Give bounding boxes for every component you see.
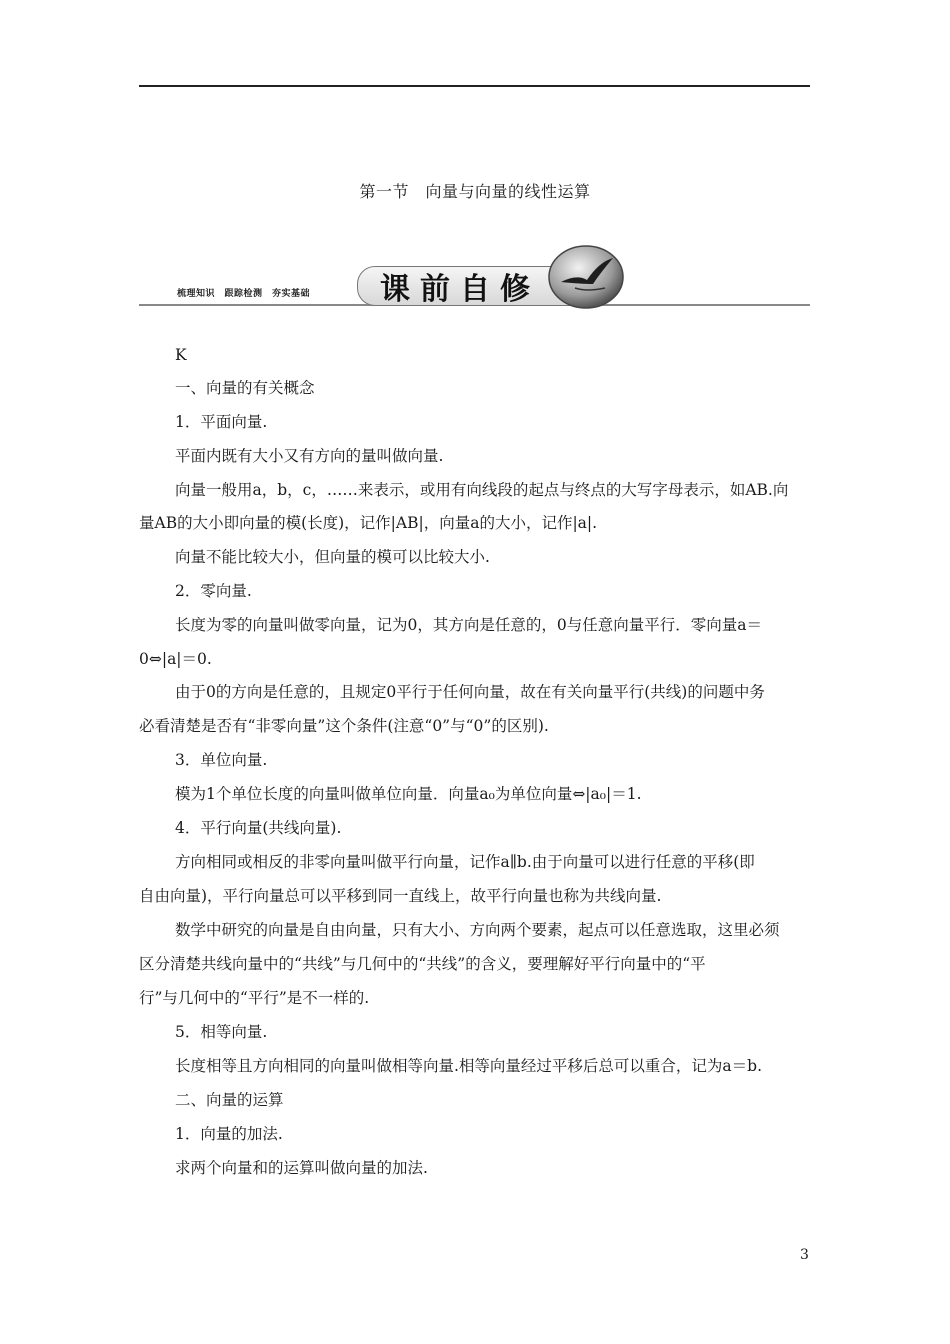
text-line: K xyxy=(175,346,187,364)
top-rule xyxy=(139,85,810,87)
subheading-addition: 1．向量的加法. xyxy=(175,1125,283,1143)
heading-operations: 二、向量的运算 xyxy=(175,1091,284,1109)
text-line: 模为1个单位长度的向量叫做单位向量．向量a₀为单位向量⇔|a₀|＝1. xyxy=(175,785,642,803)
subheading-parallel-vector: 4．平行向量(共线向量). xyxy=(175,819,342,837)
subheading-plane-vector: 1．平面向量. xyxy=(175,413,268,431)
text-line: 0⇔|a|＝0. xyxy=(139,650,212,668)
subheading-zero-vector: 2．零向量. xyxy=(175,582,252,600)
subheading-equal-vector: 5．相等向量. xyxy=(175,1023,268,1041)
text-line: 区分清楚共线向量中的“共线”与几何中的“共线”的含义，要理解好平行向量中的“平 xyxy=(139,955,706,973)
section-title: 第一节 向量与向量的线性运算 xyxy=(359,182,591,201)
text-line: 数学中研究的向量是自由向量，只有大小、方向两个要素，起点可以任意选取，这里必须 xyxy=(175,921,780,939)
text-line: 行”与几何中的“平行”是不一样的. xyxy=(139,989,370,1007)
bird-emblem-icon xyxy=(547,244,625,310)
text-line: 由于0的方向是任意的，且规定0平行于任何向量，故在有关向量平行(共线)的问题中务 xyxy=(175,683,765,701)
page-number: 3 xyxy=(800,1247,809,1263)
text-line: 向量不能比较大小，但向量的模可以比较大小. xyxy=(175,548,490,566)
text-line: 向量一般用a，b，c，……来表示，或用有向线段的起点与终点的大写字母表示，如AB.向 xyxy=(175,481,789,499)
text-line: 求两个向量和的运算叫做向量的加法. xyxy=(175,1159,428,1177)
heading-concepts: 一、向量的有关概念 xyxy=(175,379,315,397)
text-line: 必看清楚是否有“非零向量”这个条件(注意“0”与“0”的区别). xyxy=(139,717,549,735)
banner-subtitle: 梳理知识 跟踪检测 夯实基础 xyxy=(177,289,311,299)
text-line: 长度为零的向量叫做零向量，记为0，其方向是任意的，0与任意向量平行．零向量a＝ xyxy=(175,616,762,634)
banner-label-box xyxy=(357,266,575,306)
text-line: 长度相等且方向相同的向量叫做相等向量.相等向量经过平移后总可以重合，记为a＝b. xyxy=(175,1057,763,1075)
section-banner xyxy=(139,242,810,312)
text-line: 自由向量)，平行向量总可以平移到同一直线上，故平行向量也称为共线向量. xyxy=(139,887,662,905)
subheading-unit-vector: 3．单位向量. xyxy=(175,751,268,769)
text-line: 方向相同或相反的非零向量叫做平行向量，记作a∥b.由于向量可以进行任意的平移(即 xyxy=(175,853,755,871)
text-line: 量AB的大小即向量的模(长度)，记作|AB|，向量a的大小，记作|a|. xyxy=(139,514,598,532)
banner-main-text: 课前自修 xyxy=(380,272,540,307)
text-line: 平面内既有大小又有方向的量叫做向量. xyxy=(175,447,444,465)
